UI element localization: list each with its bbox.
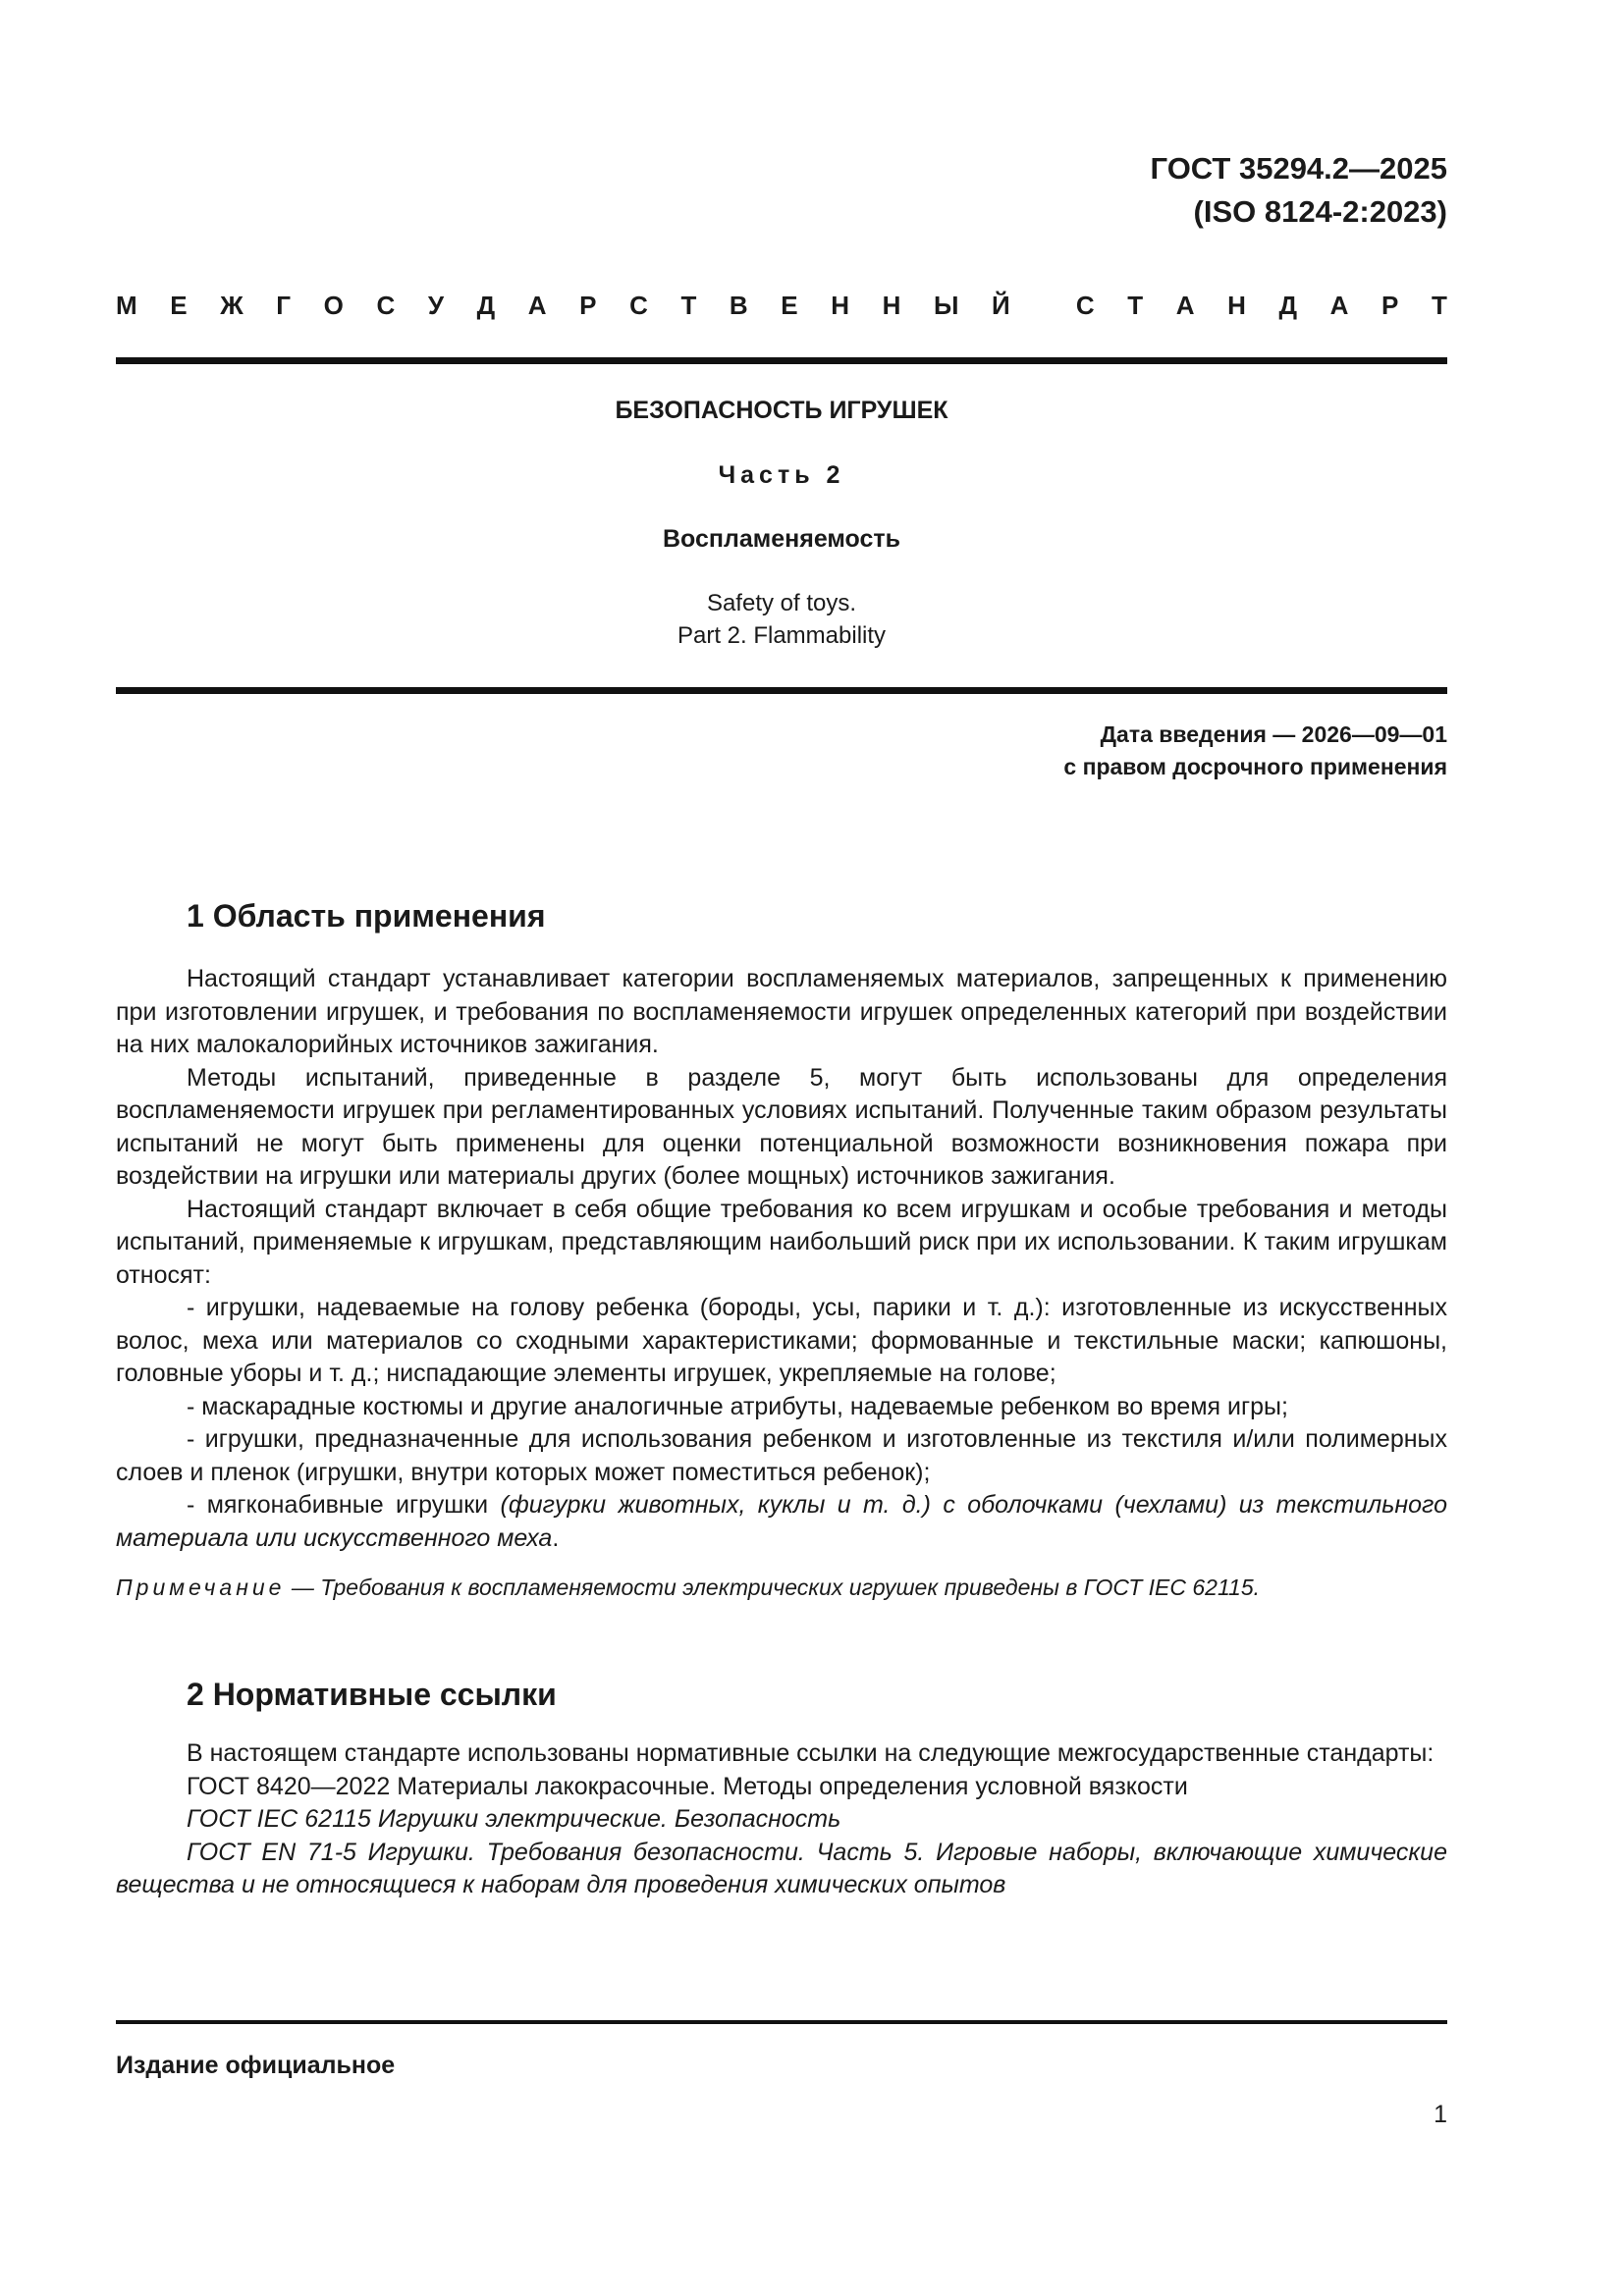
title-divider [116, 687, 1447, 694]
interstate-heading-letter: А [1329, 291, 1349, 320]
section-1-body [116, 963, 1447, 1555]
paragraph: Методы испытаний, приведенные в разделе 5, могут быть использованы для определения воспламеняемости игрушек при регламентированных условиях испытаний. Полученные таким образом результаты испытаний не могут быть применены для оценки потенциальной возможности возникновения пожара при воздействии на игрушки или материалы других (более мощных) источников зажигания. [116, 1063, 1447, 1190]
document-designation [1151, 147, 1447, 234]
note-label: Примечание [116, 1575, 286, 1600]
interstate-heading-letter: Т [1127, 291, 1144, 320]
interstate-heading-letter: Й [992, 291, 1010, 320]
english-title-line2: Part 2. Flammability [677, 622, 887, 649]
introduction-date: Дата введения — 2026—09—01 [1100, 721, 1447, 747]
gost-number: ГОСТ 35294.2—2025 [1150, 151, 1447, 186]
interstate-heading-letter: Г [276, 291, 292, 320]
list-item: - маскарадные костюмы и другие аналогичные атрибуты, надеваемые ребенком во время игры; [187, 1392, 1288, 1420]
introduction-date-block [1063, 719, 1447, 783]
page-number: 1 [1434, 2101, 1447, 2128]
iso-number: (ISO 8124-2:2023) [1193, 194, 1447, 229]
interstate-heading-letter: А [527, 291, 547, 320]
interstate-heading-letter: М [116, 291, 137, 320]
english-title-line1: Safety of toys. [706, 590, 857, 616]
interstate-heading-letter: Е [781, 291, 798, 320]
top-divider [116, 357, 1447, 364]
interstate-heading-letter: Е [170, 291, 188, 320]
paragraph: Настоящий стандарт устанавливает категории воспламеняемых материалов, запрещенных к применению при изготовлении игрушек, и требования по воспламеняемости игрушек определенных категорий при воздействии на них малокалорийных источников зажигания. [116, 965, 1447, 1058]
interstate-heading-letter: Ы [933, 291, 959, 320]
early-application-note: с правом досрочного применения [1063, 754, 1447, 779]
interstate-heading-letter: С [376, 291, 396, 320]
note-text: — Требования к воспламеняемости электрических игрушек приведены в ГОСТ IEC 62115. [285, 1575, 1261, 1600]
interstate-heading-letter: А [1175, 291, 1195, 320]
list-item-italic-text: (фигурки животных, куклы и т. д.) с оболочками (чехлами) из текстильного материала или искусственного меха [116, 1491, 1448, 1552]
interstate-heading-letter: Р [1381, 291, 1399, 320]
interstate-heading-letter: У [427, 291, 445, 320]
interstate-heading-letter: В [729, 291, 748, 320]
section-1-heading: 1 Область применения [187, 898, 546, 934]
interstate-heading-letter: Ж [220, 291, 244, 320]
interstate-heading-letter: Д [1278, 291, 1298, 320]
interstate-heading-letter: Н [1227, 291, 1246, 320]
interstate-heading-letter: С [629, 291, 648, 320]
interstate-heading-letter: Д [476, 291, 496, 320]
list-item [116, 1489, 1447, 1555]
section-2-body [116, 1737, 1447, 1902]
part-label: Часть 2 [718, 461, 845, 489]
footer-divider [116, 2020, 1447, 2024]
interstate-standard-heading [116, 291, 1447, 321]
interstate-heading-letter: С [1075, 291, 1095, 320]
interstate-heading-letter: Р [579, 291, 597, 320]
list-item-end: . [552, 1523, 560, 1552]
interstate-heading-letter: Н [882, 291, 901, 320]
section-2-heading: 2 Нормативные ссылки [187, 1677, 557, 1712]
english-title [116, 587, 1447, 652]
reference-item: ГОСТ EN 71-5 Игрушки. Требования безопасности. Часть 5. Игровые наборы, включающие химические вещества и не относящиеся к наборам для проведения химических опытов [116, 1838, 1447, 1898]
interstate-heading-letter: Н [831, 291, 850, 320]
reference-item: ГОСТ IEC 62115 Игрушки электрические. Безопасность [187, 1805, 841, 1833]
list-item: - игрушки, предназначенные для использования ребенком и изготовленные из текстиля и/или полимерных слоев и пленок (игрушки, внутри которых может поместиться ребенок); [116, 1425, 1447, 1486]
standard-subtitle: Воспламеняемость [662, 525, 901, 553]
reference-item: ГОСТ 8420—2022 Материалы лакокрасочные. Методы определения условной вязкости [187, 1772, 1188, 1800]
list-item: - игрушки, надеваемые на голову ребенка (бороды, усы, парики и т. д.): изготовленные из искусственных волос, меха или материалов со сходными характеристиками; формованные и текстильные маски; капюшоны, головные уборы и т. д.; ниспадающие элементы игрушек, укрепляемые на голове; [116, 1294, 1447, 1387]
paragraph: В настоящем стандарте использованы нормативные ссылки на следующие межгосударственные стандарты: [187, 1739, 1435, 1767]
interstate-heading-letter: О [323, 291, 344, 320]
note [116, 1572, 1447, 1604]
paragraph: Настоящий стандарт включает в себя общие требования ко всем игрушкам и особые требования и методы испытаний, применяемые к игрушкам, представляющим наибольший риск при их использовании. К таким игрушкам относят: [116, 1195, 1447, 1289]
interstate-heading-letter: Т [1431, 291, 1447, 320]
interstate-heading-letter: Т [680, 291, 697, 320]
standard-title: БЕЗОПАСНОСТЬ ИГРУШЕК [615, 397, 948, 424]
official-edition-label: Издание официальное [116, 2052, 396, 2079]
list-item-text: - мягконабивные игрушки [187, 1491, 501, 1519]
